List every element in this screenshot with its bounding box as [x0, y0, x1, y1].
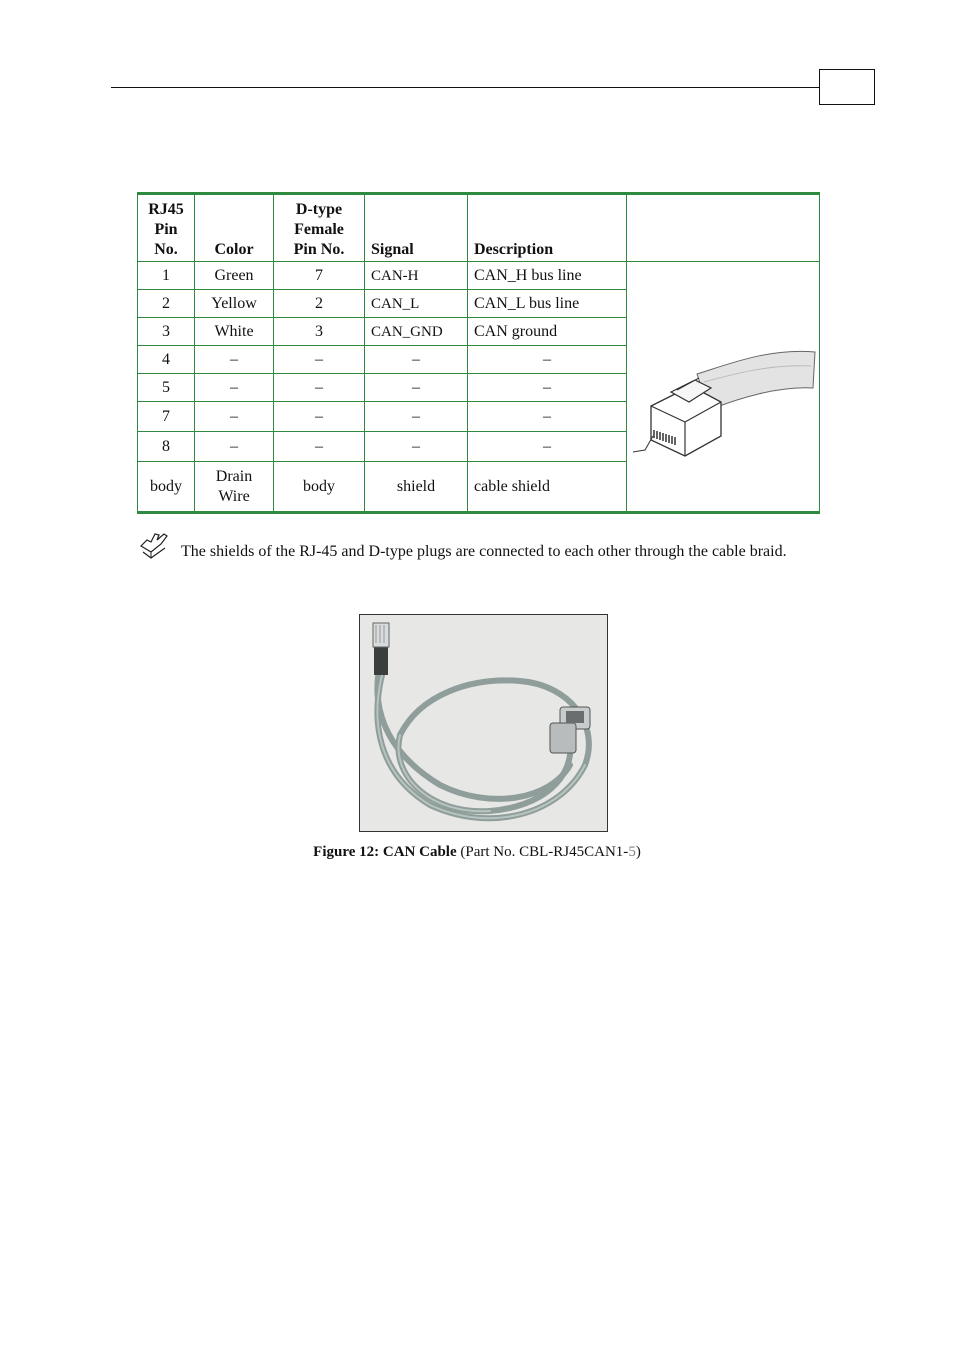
cell-pin: 5 [138, 374, 195, 402]
cell-description: CAN ground [468, 318, 627, 346]
cell-signal: CAN_GND [365, 318, 468, 346]
table-header-row [138, 194, 820, 262]
cell-color: Yellow [195, 290, 274, 318]
page-number-box [819, 69, 875, 105]
table-row [138, 262, 820, 290]
rj45-connector-illustration [627, 262, 820, 513]
figure-label: Figure 12: CAN Cable [313, 844, 457, 860]
cell-dpin: 2 [274, 290, 365, 318]
cell-dpin: 7 [274, 262, 365, 290]
cell-pin: 3 [138, 318, 195, 346]
cell-description: cable shield [468, 462, 627, 513]
cell-description: – [468, 374, 627, 402]
cell-color: – [195, 402, 274, 432]
figure-caption [0, 844, 954, 861]
note-hand-icon [139, 532, 169, 560]
header-rj45-pin: RJ45 Pin No. [138, 194, 195, 262]
cell-dpin: – [274, 402, 365, 432]
cell-color: Drain Wire [195, 462, 274, 513]
cell-color: White [195, 318, 274, 346]
header-dtype-pin: D-type Female Pin No. [274, 194, 365, 262]
header-rule [111, 87, 819, 88]
cell-dpin: 3 [274, 318, 365, 346]
cell-pin: body [138, 462, 195, 513]
pinout-table [137, 192, 820, 514]
figure-part-close: ) [635, 844, 641, 860]
header-signal: Signal [365, 194, 468, 262]
cell-signal: – [365, 432, 468, 462]
cell-signal: – [365, 374, 468, 402]
cell-pin: 7 [138, 402, 195, 432]
header-color: Color [195, 194, 274, 262]
cell-dpin: body [274, 462, 365, 513]
cell-dpin: – [274, 346, 365, 374]
cell-description: – [468, 432, 627, 462]
cell-signal: – [365, 346, 468, 374]
note-text: The shields of the RJ-45 and D-type plugs are connected to each other through the cable braid. [181, 543, 787, 560]
cell-signal: – [365, 402, 468, 432]
cell-dpin: – [274, 374, 365, 402]
header-image [627, 194, 820, 262]
cell-dpin: – [274, 432, 365, 462]
cell-pin: 2 [138, 290, 195, 318]
cell-signal: shield [365, 462, 468, 513]
figure-part-prefix: (Part No. CBL-RJ45CAN1- [460, 844, 629, 860]
cell-signal: CAN-H [365, 262, 468, 290]
header-description: Description [468, 194, 627, 262]
cell-color: – [195, 374, 274, 402]
cell-pin: 1 [138, 262, 195, 290]
cell-signal: CAN_L [365, 290, 468, 318]
cell-pin: 8 [138, 432, 195, 462]
cell-color: – [195, 432, 274, 462]
can-cable-photo [359, 614, 608, 832]
rj45-plug-icon [629, 304, 817, 464]
cell-color: – [195, 346, 274, 374]
cell-description: CAN_H bus line [468, 262, 627, 290]
cell-description: – [468, 346, 627, 374]
cell-color: Green [195, 262, 274, 290]
figure-part-highlight: 5 [628, 844, 636, 860]
cell-description: – [468, 402, 627, 432]
cell-pin: 4 [138, 346, 195, 374]
cell-description: CAN_L bus line [468, 290, 627, 318]
